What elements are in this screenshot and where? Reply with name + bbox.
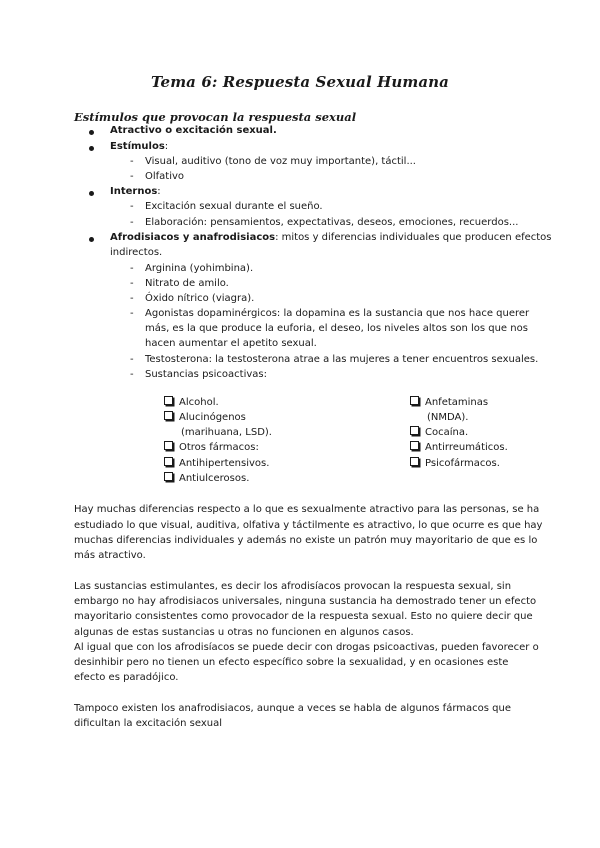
checkbox-icon bbox=[164, 457, 173, 466]
list-item: Nitrato de amilo. bbox=[145, 278, 229, 289]
dash-marker: - bbox=[130, 293, 134, 304]
dash-marker: - bbox=[130, 263, 134, 274]
paragraph-line: algunas de estas sustancias u otras no funcionen en algunos casos. bbox=[74, 627, 414, 638]
dash-marker: - bbox=[130, 369, 134, 380]
paragraph-line: Hay muchas diferencias respecto a lo que es sexualmente atractivo para las personas, se ha bbox=[74, 504, 540, 515]
checkbox-icon bbox=[164, 472, 173, 481]
checkbox-icon bbox=[410, 396, 419, 405]
paragraph-line: Al igual que con los afrodisíacos se puede decir con drogas psicoactivas, pueden favorecer o bbox=[74, 642, 539, 653]
paragraph-line: mayoritario consistentes como provocador de la respuesta sexual. Esto no quiere decir que bbox=[74, 611, 533, 622]
dash-marker: - bbox=[130, 278, 134, 289]
bullet-dot bbox=[89, 237, 94, 242]
dash-marker: - bbox=[130, 354, 134, 365]
paragraph-line: estudiado lo que visual, auditiva, olfativa y táctilmente es atractivo, lo que ocurre es que hay bbox=[74, 520, 543, 531]
bullet-label: Estímulos bbox=[110, 141, 165, 152]
substance-item: Psicofármacos. bbox=[410, 457, 500, 471]
bullet-internos bbox=[110, 185, 161, 199]
paragraph-line: embargo no hay afrodisiacos universales, ninguna sustancia ha demostrado tener un efecto bbox=[74, 596, 537, 607]
checkbox-icon bbox=[410, 441, 419, 450]
list-item-line: hacen aumentar el apetito sexual. bbox=[145, 338, 317, 349]
checkbox-icon bbox=[164, 441, 173, 450]
substance-item: Alcohol. bbox=[164, 396, 219, 410]
substance-item: Alucinógenos bbox=[164, 411, 246, 425]
bullet-suffix: : bbox=[164, 141, 169, 152]
substance-item: Otros fármacos: bbox=[164, 441, 259, 455]
bullet-afrodisiacos bbox=[110, 231, 552, 245]
bullet-continuation: indirectos. bbox=[110, 247, 163, 258]
checkbox-icon bbox=[164, 396, 173, 405]
dash-marker: - bbox=[130, 156, 134, 167]
bullet-dot bbox=[89, 191, 94, 196]
paragraph-line: desinhibir pero no tienen un efecto específico sobre la sexualidad, y en ocasiones este bbox=[74, 657, 509, 668]
substance-item: Antirreumáticos. bbox=[410, 441, 508, 455]
paragraph-line: dificultan la excitación sexual bbox=[74, 718, 222, 729]
bullet-suffix: : mitos y diferencias individuales que producen efectos bbox=[275, 232, 552, 243]
bullet-atractivo: Atractivo o excitación sexual. bbox=[110, 125, 277, 136]
list-item-line: Agonistas dopaminérgicos: la dopamina es la sustancia que nos hace querer bbox=[145, 308, 530, 319]
substance-item-continuation: (NMDA). bbox=[427, 412, 469, 423]
document-title: Tema 6: Respuesta Sexual Humana bbox=[151, 73, 449, 91]
list-item: Sustancias psicoactivas: bbox=[145, 369, 267, 380]
paragraph-line: Las sustancias estimulantes, es decir los afrodisíacos provocan la respuesta sexual, sin bbox=[74, 581, 512, 592]
list-item: Arginina (yohimbina). bbox=[145, 263, 254, 274]
list-item: Elaboración: pensamientos, expectativas, deseos, emociones, recuerdos... bbox=[145, 217, 519, 228]
paragraph-line: Tampoco existen los anafrodisiacos, aunque a veces se habla de algunos fármacos que bbox=[74, 703, 511, 714]
dash-marker: - bbox=[130, 201, 134, 212]
substance-item-continuation: (marihuana, LSD). bbox=[181, 427, 272, 438]
bullet-suffix: : bbox=[157, 186, 161, 197]
paragraph-line: más atractivo. bbox=[74, 550, 146, 561]
bullet-dot bbox=[89, 146, 94, 151]
paragraph-line: muchas diferencias individuales y además no existe un patrón muy mayoritario de que es lo bbox=[74, 535, 538, 546]
paragraph-line: efecto es paradójico. bbox=[74, 672, 179, 683]
list-item: Testosterona: la testosterona atrae a las mujeres a tener encuentros sexuales. bbox=[145, 354, 539, 365]
list-item: Excitación sexual durante el sueño. bbox=[145, 201, 323, 212]
bullet-label: Afrodisiacos y anafrodisiacos bbox=[110, 232, 276, 243]
dash-marker: - bbox=[130, 171, 134, 182]
list-item: Visual, auditivo (tono de voz muy importante), táctil... bbox=[145, 156, 416, 167]
dash-marker: - bbox=[130, 217, 134, 228]
checkbox-icon bbox=[164, 411, 173, 420]
substance-item: Antihipertensivos. bbox=[164, 457, 269, 471]
list-item-line: más, es la que produce la euforia, el deseo, los niveles altos son los que nos bbox=[145, 323, 528, 334]
substance-item: Anfetaminas bbox=[410, 396, 488, 410]
checkbox-icon bbox=[410, 457, 419, 466]
dash-marker: - bbox=[130, 308, 134, 319]
bullet-estimulos bbox=[110, 140, 168, 154]
list-item: Óxido nítrico (viagra). bbox=[145, 293, 255, 304]
bullet-label: Internos bbox=[110, 186, 158, 197]
list-item: Olfativo bbox=[145, 171, 185, 182]
bullet-dot bbox=[89, 130, 94, 135]
substance-item: Antiulcerosos. bbox=[164, 472, 249, 486]
checkbox-icon bbox=[410, 426, 419, 435]
section-heading: Estímulos que provocan la respuesta sexual bbox=[74, 110, 357, 124]
substance-item: Cocaína. bbox=[410, 426, 468, 440]
